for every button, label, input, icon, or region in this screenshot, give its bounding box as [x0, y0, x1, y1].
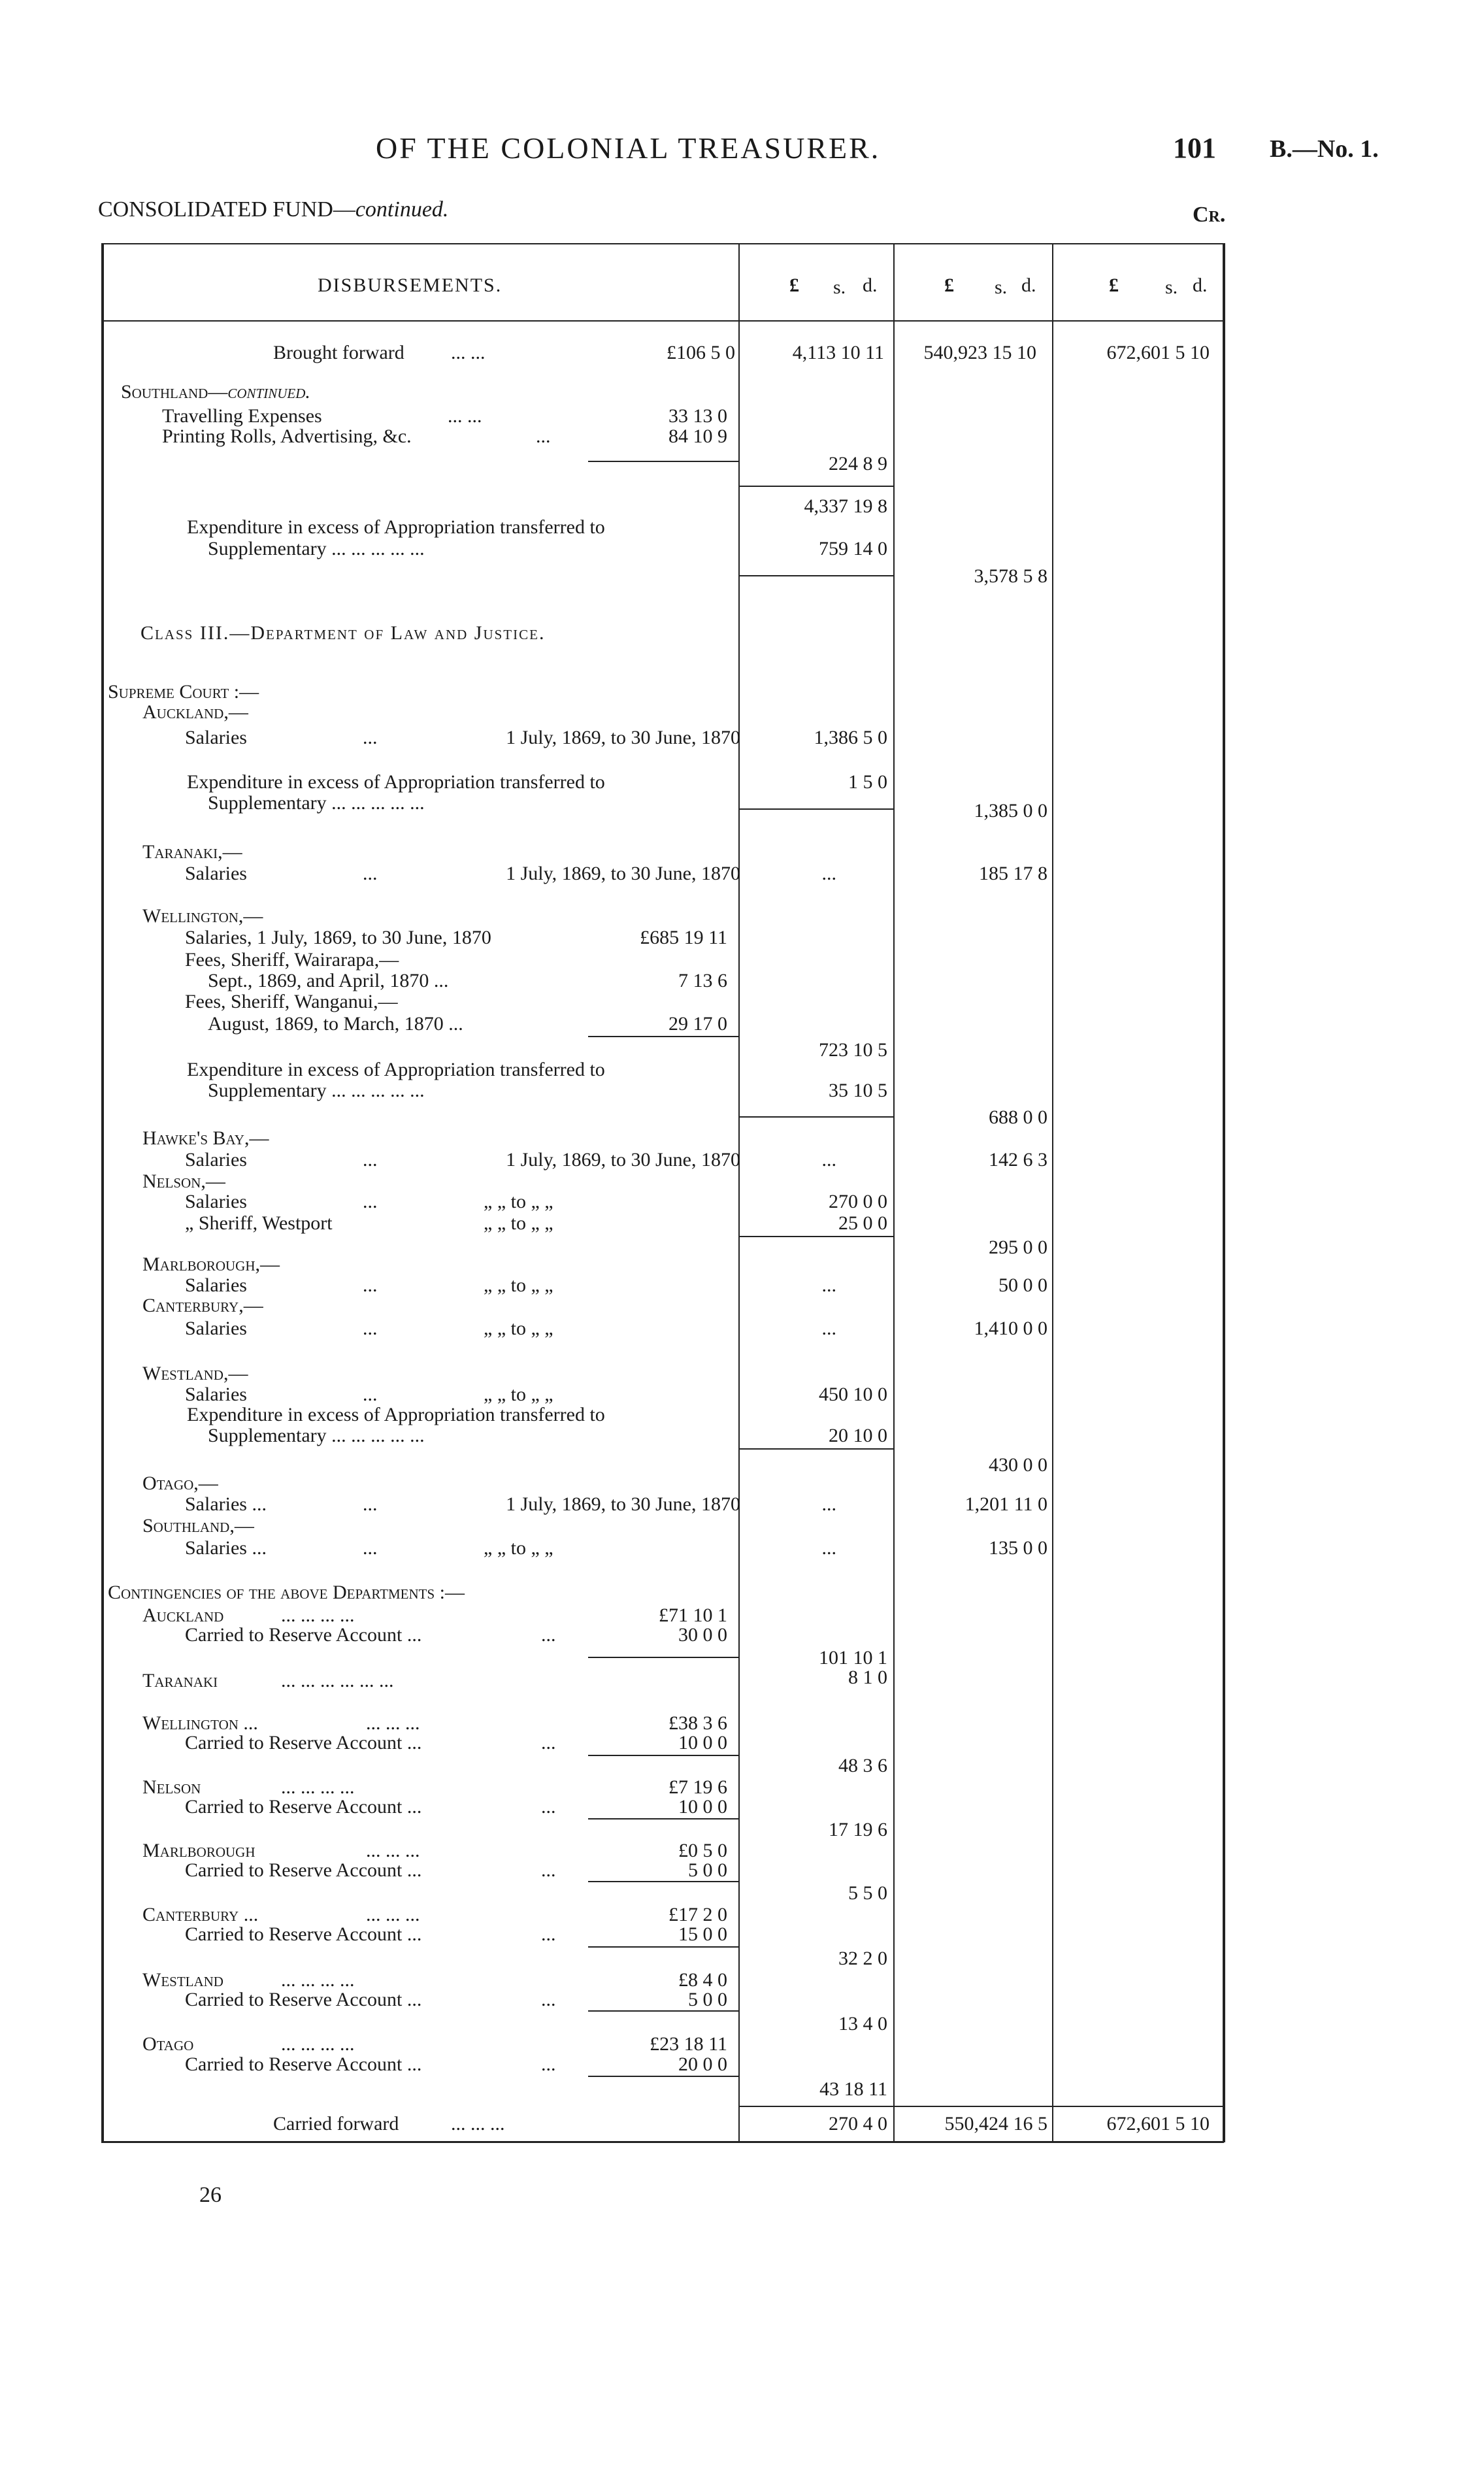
contingency-otago-net: 43 18 11: [819, 2078, 887, 2100]
contingency-marlborough-reserve: 5 0 0: [688, 1859, 727, 1881]
contingency-wellington-dots: ... ... ...: [366, 1712, 420, 1734]
fund-subtitle: CONSOLIDATED FUND—continued.: [98, 197, 449, 222]
marlborough-salaries-label: Salaries: [185, 1274, 247, 1296]
wellington-net: 688 0 0: [989, 1106, 1047, 1128]
printing-rolls-label: Printing Rolls, Advertising, &c.: [162, 425, 412, 447]
marlborough-net: 50 0 0: [998, 1274, 1047, 1296]
contingency-canterbury-label: Canterbury ...: [142, 1904, 259, 1925]
contingency-canterbury-net: 32 2 0: [838, 1948, 887, 1969]
page-number: 101: [1173, 132, 1216, 164]
contingency-westland-reserve-label: Carried to Reserve Account ...: [185, 1989, 422, 2010]
contingency-nelson-label: Nelson: [142, 1776, 201, 1798]
westland-salaries-dots: ...: [363, 1384, 378, 1405]
southland-salaries-ditto: „ „ to „ „: [484, 1537, 553, 1559]
westland-excess-line1: Expenditure in excess of Appropriation transferred to: [187, 1404, 605, 1425]
wellington-fees-wanganui-label: Fees, Sheriff, Wanganui,—: [185, 991, 398, 1012]
wellington-fees-wanganui-amount: 29 17 0: [668, 1013, 727, 1035]
otago-salaries-period: 1 July, 1869, to 30 June, 1870: [506, 1493, 740, 1515]
wellington-subtotal: 723 10 5: [819, 1039, 887, 1061]
taranaki-heading: Taranaki,—: [142, 841, 242, 863]
marlborough-salaries-dots: ...: [363, 1274, 378, 1296]
southland-excess-rule: [738, 575, 893, 576]
canterbury-salaries-ditto: „ „ to „ „: [484, 1318, 553, 1339]
contingency-nelson-net: 17 19 6: [829, 1819, 887, 1840]
contingency-westland-reserve: 5 0 0: [688, 1989, 727, 2010]
southland-total: 4,337 19 8: [804, 495, 887, 517]
brought-forward-label: Brought forward: [273, 342, 404, 363]
nelson-sheriff-ditto: „ „ to „ „: [484, 1212, 553, 1234]
contingency-otago-dots: ... ... ... ...: [281, 2033, 355, 2055]
contingency-wellington-reserve: 10 0 0: [678, 1732, 727, 1753]
table-right-border: [1223, 243, 1225, 2142]
disbursements-header: DISBURSEMENTS.: [318, 274, 503, 296]
supreme-court-heading: Supreme Court :—: [108, 681, 259, 703]
marlborough-heading: Marlborough,—: [142, 1254, 280, 1275]
contingency-auckland-reserve-label: Carried to Reserve Account ...: [185, 1624, 422, 1646]
contingency-canterbury-reserve-dots: ...: [541, 1923, 556, 1945]
southland-net: 3,578 5 8: [974, 565, 1047, 587]
col2-pence-header: d.: [1021, 274, 1036, 296]
contingency-taranaki-label: Taranaki: [142, 1670, 218, 1691]
brought-forward-amount: £106 5 0: [667, 342, 735, 363]
page-footer-marker: 26: [199, 2183, 222, 2207]
wellington-heading: Wellington,—: [142, 905, 263, 927]
contingency-canterbury-reserve: 15 0 0: [678, 1923, 727, 1945]
hawkes-bay-net: 142 6 3: [989, 1149, 1047, 1171]
westland-net: 430 0 0: [989, 1454, 1047, 1476]
hawkes-bay-salaries-period: 1 July, 1869, to 30 June, 1870: [506, 1149, 740, 1171]
brought-forward-dots: ... ...: [451, 342, 486, 363]
otago-col1: ...: [821, 1493, 836, 1515]
southland-heading: Southland,—: [142, 1515, 254, 1537]
contingency-westland-dots: ... ... ... ...: [281, 1969, 355, 1991]
auckland-excess-rule: [738, 808, 893, 810]
nelson-salaries-ditto: „ „ to „ „: [484, 1191, 553, 1212]
canterbury-heading: Canterbury,—: [142, 1295, 263, 1316]
nelson-salaries-dots: ...: [363, 1191, 378, 1212]
hawkes-bay-salaries-dots: ...: [363, 1149, 378, 1171]
canterbury-net: 1,410 0 0: [974, 1318, 1047, 1339]
westland-heading: Westland,—: [142, 1363, 248, 1384]
document-reference: B.—No. 1.: [1270, 135, 1379, 163]
header-rule: [101, 320, 1224, 322]
contingency-otago-reserve-dots: ...: [541, 2053, 556, 2075]
printing-rolls-amount: 84 10 9: [668, 425, 727, 447]
contingency-otago-reserve: 20 0 0: [678, 2053, 727, 2075]
contingency-marlborough-net: 5 5 0: [848, 1882, 887, 1904]
brought-forward-col2: 540,923 15 10: [923, 342, 1036, 363]
table-left-border: [101, 243, 104, 2142]
otago-net: 1,201 11 0: [965, 1493, 1047, 1515]
nelson-sheriff-amount: 25 0 0: [838, 1212, 887, 1234]
westland-excess-line2: Supplementary ... ... ... ... ...: [208, 1425, 425, 1446]
credit-side-label: Cr.: [1193, 203, 1226, 227]
westland-excess-amount: 20 10 0: [829, 1425, 887, 1446]
contingency-otago-reserve-label: Carried to Reserve Account ...: [185, 2053, 422, 2075]
table-top-rule: [101, 243, 1224, 244]
carried-forward-col1: 270 4 0: [829, 2113, 887, 2135]
contingency-wellington-net: 48 3 6: [838, 1755, 887, 1776]
auckland-excess-line1: Expenditure in excess of Appropriation transferred to: [187, 771, 605, 793]
contingency-wellington-reserve-label: Carried to Reserve Account ...: [185, 1732, 422, 1753]
contingency-auckland-dots: ... ... ... ...: [281, 1604, 355, 1626]
contingency-auckland-reserve: 30 0 0: [678, 1624, 727, 1646]
contingency-westland-reserve-dots: ...: [541, 1989, 556, 2010]
contingency-otago-amount: £23 18 11: [650, 2033, 727, 2055]
canterbury-salaries-dots: ...: [363, 1318, 378, 1339]
travelling-expenses-dots: ... ...: [448, 405, 482, 427]
col2-pound-header: £: [944, 274, 954, 296]
col1-pound-header: £: [789, 274, 799, 296]
hawkes-bay-heading: Hawke's Bay,—: [142, 1127, 269, 1149]
contingency-auckland-amount: £71 10 1: [659, 1604, 727, 1626]
contingencies-heading: Contingencies of the above Departments :—: [108, 1582, 465, 1603]
nelson-salaries-amount: 270 0 0: [829, 1191, 887, 1212]
hawkes-bay-col1: ...: [821, 1149, 836, 1171]
otago-heading: Otago,—: [142, 1472, 218, 1494]
marlborough-col1: ...: [821, 1274, 836, 1296]
auckland-heading: Auckland,—: [142, 701, 248, 723]
contingency-marlborough-reserve-dots: ...: [541, 1859, 556, 1881]
travelling-expenses-label: Travelling Expenses: [162, 405, 322, 427]
nelson-rule: [738, 1236, 893, 1237]
wellington-salaries-amount: £685 19 11: [640, 927, 727, 948]
col-divider-1: [738, 243, 740, 2142]
contingency-wellington-reserve-dots: ...: [541, 1732, 556, 1753]
southland-subtotal-rule: [738, 486, 893, 487]
hawkes-bay-salaries-label: Salaries: [185, 1149, 247, 1171]
contingency-auckland-net2: 8 1 0: [848, 1667, 887, 1688]
contingency-marlborough-amount: £0 5 0: [678, 1840, 727, 1861]
contingency-marlborough-rule: [588, 1881, 738, 1882]
canterbury-salaries-label: Salaries: [185, 1318, 247, 1339]
contingency-nelson-dots: ... ... ... ...: [281, 1776, 355, 1798]
taranaki-salaries-label: Salaries: [185, 863, 247, 884]
taranaki-salaries-dots: ...: [363, 863, 378, 884]
wellington-fees-wairarapa-label: Fees, Sheriff, Wairarapa,—: [185, 949, 399, 971]
carried-forward-col3: 672,601 5 10: [1106, 2113, 1210, 2135]
contingency-westland-net: 13 4 0: [838, 2013, 887, 2035]
otago-salaries-label: Salaries ...: [185, 1493, 267, 1515]
southland-net: 135 0 0: [989, 1537, 1047, 1559]
col1-pence-header: d.: [863, 274, 878, 296]
contingency-nelson-reserve-dots: ...: [541, 1796, 556, 1818]
wellington-salaries-line: Salaries, 1 July, 1869, to 30 June, 1870: [185, 927, 491, 948]
contingency-marlborough-label: Marlborough: [142, 1840, 256, 1861]
westland-excess-rule: [738, 1448, 893, 1450]
wellington-fees-wairarapa-amount: 7 13 6: [678, 970, 727, 991]
col3-pound-header: £: [1109, 274, 1119, 296]
nelson-salaries-label: Salaries: [185, 1191, 247, 1212]
canterbury-col1: ...: [821, 1318, 836, 1339]
col1-shilling-header: s.: [833, 276, 846, 298]
auckland-excess-amount: 1 5 0: [848, 771, 887, 793]
brought-forward-col3: 672,601 5 10: [1106, 342, 1210, 363]
wellington-excess-amount: 35 10 5: [829, 1080, 887, 1101]
contingency-auckland-net: 101 10 1: [819, 1647, 887, 1669]
contingency-auckland-reserve-dots: ...: [541, 1624, 556, 1646]
wellington-items-rule: [588, 1036, 738, 1037]
southland-excess-amount: 759 14 0: [819, 538, 887, 559]
class-iii-heading: Class III.—Department of Law and Justice.: [140, 622, 546, 644]
carried-forward-col2: 550,424 16 5: [944, 2113, 1047, 2135]
auckland-net: 1,385 0 0: [974, 800, 1047, 822]
southland-excess-line1: Expenditure in excess of Appropriation transferred to: [187, 516, 605, 538]
westland-salaries-ditto: „ „ to „ „: [484, 1384, 553, 1405]
contingency-westland-label: Westland: [142, 1969, 223, 1991]
contingency-wellington-label: Wellington ...: [142, 1712, 258, 1734]
southland-col1: ...: [821, 1537, 836, 1559]
wellington-excess-line2: Supplementary ... ... ... ... ...: [208, 1080, 425, 1101]
carried-forward-dots: ... ... ...: [451, 2113, 505, 2135]
wellington-fees-wairarapa-period: Sept., 1869, and April, 1870 ...: [208, 970, 449, 991]
contingency-otago-label: Otago: [142, 2033, 194, 2055]
contingency-auckland-rule: [588, 1657, 738, 1658]
carried-forward-label: Carried forward: [273, 2113, 399, 2135]
col3-shilling-header: s.: [1165, 276, 1178, 298]
southland-continued-heading: Southland—continued.: [121, 381, 310, 403]
contingency-auckland-label: Auckland: [142, 1604, 224, 1626]
page-header-title: OF THE COLONIAL TREASURER.: [376, 131, 881, 165]
taranaki-col1: ...: [821, 863, 836, 884]
contingency-nelson-amount: £7 19 6: [668, 1776, 727, 1798]
contingency-nelson-rule: [588, 1818, 738, 1819]
taranaki-net: 185 17 8: [979, 863, 1047, 884]
col3-pence-header: d.: [1193, 274, 1208, 296]
col2-shilling-header: s.: [995, 276, 1008, 298]
brought-forward-col1: 4,113 10 11: [792, 342, 884, 363]
southland-items-rule: [588, 461, 738, 462]
contingency-canterbury-reserve-label: Carried to Reserve Account ...: [185, 1923, 422, 1945]
contingency-marlborough-reserve-label: Carried to Reserve Account ...: [185, 1859, 422, 1881]
contingency-wellington-rule: [588, 1755, 738, 1756]
contingency-canterbury-dots: ... ... ...: [366, 1904, 420, 1925]
westland-salaries-amount: 450 10 0: [819, 1384, 887, 1405]
taranaki-salaries-period: 1 July, 1869, to 30 June, 1870: [506, 863, 740, 884]
auckland-salaries-dots: ...: [363, 727, 378, 748]
westland-salaries-label: Salaries: [185, 1384, 247, 1405]
col-divider-3: [1052, 243, 1053, 2142]
nelson-net: 295 0 0: [989, 1237, 1047, 1258]
contingency-otago-rule: [588, 2076, 738, 2077]
auckland-salaries-amount: 1,386 5 0: [814, 727, 887, 748]
contingency-marlborough-dots: ... ... ...: [366, 1840, 420, 1861]
contingency-taranaki-dots: ... ... ... ... ... ...: [281, 1670, 394, 1691]
otago-salaries-dots: ...: [363, 1493, 378, 1515]
travelling-expenses-amount: 33 13 0: [668, 405, 727, 427]
contingency-wellington-amount: £38 3 6: [668, 1712, 727, 1734]
carried-forward-rule: [738, 2106, 1223, 2107]
table-bottom-rule: [101, 2141, 1224, 2143]
auckland-salaries-period: 1 July, 1869, to 30 June, 1870: [506, 727, 740, 748]
southland-subtotal: 224 8 9: [829, 453, 887, 474]
southland-salaries-label: Salaries ...: [185, 1537, 267, 1559]
contingency-nelson-reserve-label: Carried to Reserve Account ...: [185, 1796, 422, 1818]
contingency-westland-amount: £8 4 0: [678, 1969, 727, 1991]
col-divider-2: [893, 243, 895, 2142]
nelson-heading: Nelson,—: [142, 1171, 225, 1192]
auckland-salaries-label: Salaries: [185, 727, 247, 748]
marlborough-salaries-ditto: „ „ to „ „: [484, 1274, 553, 1296]
southland-salaries-dots: ...: [363, 1537, 378, 1559]
contingency-canterbury-amount: £17 2 0: [668, 1904, 727, 1925]
contingency-nelson-reserve: 10 0 0: [678, 1796, 727, 1818]
southland-excess-line2: Supplementary ... ... ... ... ...: [208, 538, 425, 559]
printing-rolls-dots: ...: [536, 425, 551, 447]
wellington-excess-line1: Expenditure in excess of Appropriation transferred to: [187, 1059, 605, 1080]
contingency-westland-rule: [588, 2010, 738, 2012]
auckland-excess-line2: Supplementary ... ... ... ... ...: [208, 792, 425, 814]
wellington-fees-wanganui-period: August, 1869, to March, 1870 ...: [208, 1013, 463, 1035]
nelson-sheriff-label: „ Sheriff, Westport: [185, 1212, 333, 1234]
wellington-excess-rule: [738, 1116, 893, 1118]
contingency-canterbury-rule: [588, 1946, 738, 1948]
